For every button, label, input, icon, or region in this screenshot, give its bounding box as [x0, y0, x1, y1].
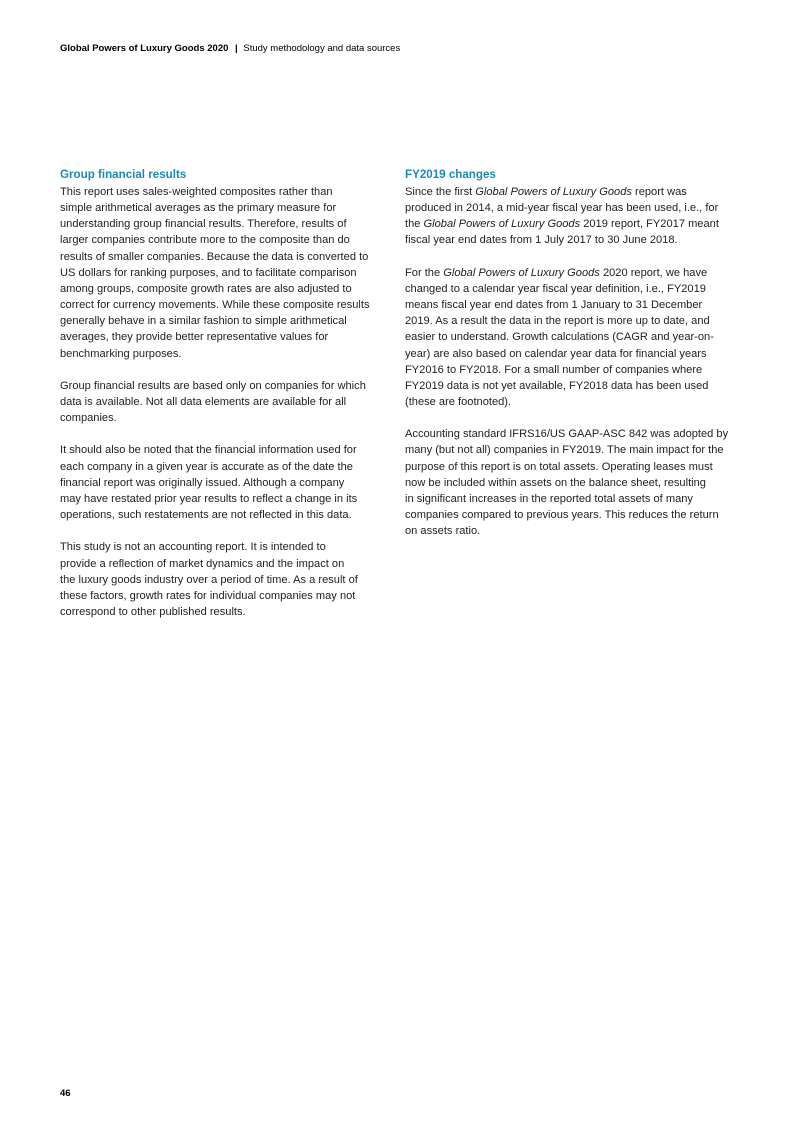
text-line: [405, 216, 735, 232]
text-line: correct for currency movements. While these composite results: [60, 299, 370, 312]
text-line: year) are also based on calendar year data for financial years: [405, 347, 707, 360]
text-line: generally behave in a similar fashion to simple arithmetical: [60, 315, 347, 328]
text-line: [405, 184, 735, 200]
paragraph: [405, 426, 735, 539]
text-line: companies compared to previous years. This reduces the return: [405, 509, 719, 522]
text-line: This report uses sales-weighted composites rather than: [60, 186, 333, 198]
text-line: now be included within assets on the balance sheet, resulting: [405, 476, 706, 489]
text-line: produced in 2014, a mid-year fiscal year has been used, i.e., for: [405, 202, 719, 215]
report-name-italic: Global Powers of Luxury Goods: [423, 218, 581, 231]
header-separator: |: [235, 43, 238, 54]
text-line: US dollars for ranking purposes, and to facilitate comparison: [60, 266, 357, 279]
text-line: each company in a given year is accurate as of the date the: [60, 460, 353, 473]
paragraph: [60, 184, 390, 362]
report-name-italic: Global Powers of Luxury Goods: [475, 186, 632, 198]
text-line: companies.: [60, 412, 117, 425]
text-line: operations, such restatements are not reflected in this data.: [60, 509, 352, 522]
text-line: provide a reflection of market dynamics and the impact on: [60, 557, 345, 570]
text-line: data is available. Not all data elements are available for all: [60, 396, 347, 409]
text-line: larger companies contribute more to the composite than do: [60, 234, 350, 247]
text-line: Accounting standard IFRS16/US GAAP-ASC 842 was adopted by: [405, 428, 729, 441]
text-segment: Since the first: [405, 186, 476, 198]
paragraph: [60, 539, 390, 620]
text-line: changed to a calendar year fiscal year definition, i.e., FY2019: [405, 282, 706, 295]
text-line: averages, they provide better representative values for: [60, 331, 329, 344]
text-line: among groups, composite growth rates are also adjusted to: [60, 282, 352, 295]
text-line: on assets ratio.: [405, 525, 481, 538]
text-line: (these are footnoted).: [405, 396, 512, 409]
report-title: Global Powers of Luxury Goods 2020: [60, 43, 229, 54]
text-line: results of smaller companies. Because the data is converted to: [60, 250, 369, 263]
paragraph: [405, 265, 735, 410]
text-line: simple arithmetical averages as the primary measure for: [60, 202, 337, 215]
text-line: fiscal year end dates from 1 July 2017 to 30 June 2018.: [405, 234, 678, 247]
text-line: benchmarking purposes.: [60, 347, 182, 360]
text-line: It should also be noted that the financial information used for: [60, 444, 357, 457]
text-line: This study is not an accounting report. It is intended to: [60, 541, 326, 554]
text-line: [405, 265, 735, 281]
text-line: easier to understand. Growth calculations (CAGR and year-on-: [405, 331, 714, 344]
text-line: financial report was originally issued. Although a company: [60, 476, 345, 489]
right-column: [405, 167, 735, 556]
text-line: means fiscal year end dates from 1 January to 31 December: [405, 299, 703, 312]
text-line: these factors, growth rates for individual companies may not: [60, 589, 356, 602]
section-title: Study methodology and data sources: [243, 43, 401, 54]
group-financial-results-heading: Group financial results: [60, 168, 187, 181]
text-line: purpose of this report is on total assets. Operating leases must: [405, 460, 713, 473]
page-number: 46: [60, 1088, 71, 1099]
paragraph: [405, 184, 735, 249]
left-column: [60, 167, 390, 636]
text-line: FY2019 data is not yet available, FY2018 data has been used: [405, 379, 709, 392]
text-segment: For the: [405, 266, 444, 279]
text-line: may have restated prior year results to reflect a change in its: [60, 492, 358, 505]
text-line: many (but not all) companies in FY2019. The main impact for the: [405, 444, 724, 457]
text-segment: 2019 report, FY2017 meant: [580, 218, 719, 231]
text-segment: 2020 report, we have: [599, 266, 708, 279]
text-line: the luxury goods industry over a period of time. As a result of: [60, 573, 358, 586]
text-line: understanding group financial results. Therefore, results of: [60, 218, 347, 231]
text-line: correspond to other published results.: [60, 606, 246, 619]
text-segment: report was: [631, 186, 687, 198]
paragraph: [60, 442, 390, 523]
page-header: [60, 43, 400, 54]
fy2019-changes-heading: FY2019 changes: [405, 168, 496, 181]
text-line: FY2016 to FY2018. For a small number of companies where: [405, 363, 703, 376]
paragraph: [60, 378, 390, 426]
text-segment: the: [405, 218, 424, 231]
text-line: Group financial results are based only on companies for which: [60, 379, 366, 392]
report-name-italic: Global Powers of Luxury Goods: [443, 266, 600, 279]
text-line: in significant increases in the reported total assets of many: [405, 492, 693, 505]
text-line: 2019. As a result the data in the report is more up to date, and: [405, 315, 710, 328]
